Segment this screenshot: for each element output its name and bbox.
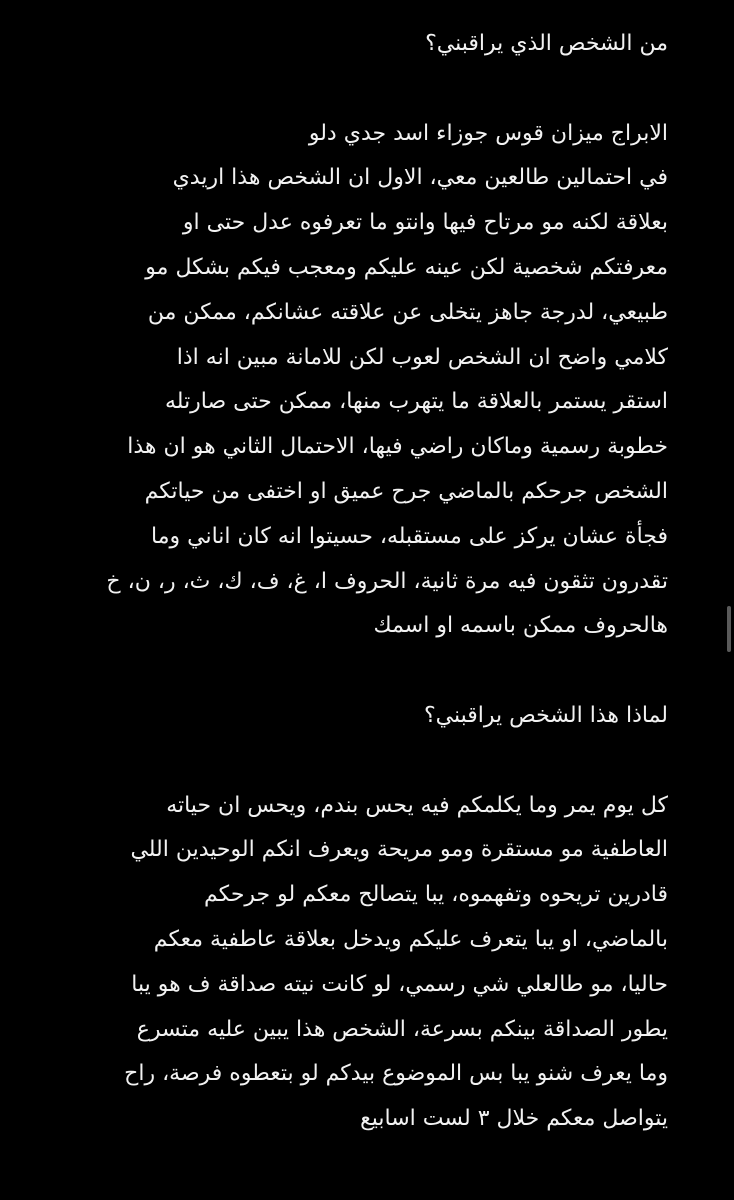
paragraph-line: خطوبة رسمية وماكان راضي فيها، الاحتمال الثاني هو ان هذا: [127, 434, 668, 460]
paragraph-line: استقر يستمر بالعلاقة ما يتهرب منها، ممكن حتى صارتله: [164, 389, 668, 415]
paragraph-line: طبيعي، لدرجة جاهز يتخلى عن علاقته عشانكم، ممكن من: [147, 299, 668, 325]
paragraph-line: فجأة عشان يركز على مستقبله، حسيتوا انه كان اناني وما: [151, 523, 668, 549]
paragraph-line: العاطفية مو مستقرة ومو مريحة ويعرف انكم الوحيدين اللي: [130, 837, 668, 863]
paragraph-line: كلامي واضح ان الشخص لعوب لكن للامانة مبين انه اذا: [176, 344, 668, 370]
paragraph-line: هالحروف ممكن باسمه او اسمك: [373, 613, 668, 639]
paragraph-line: حاليا، مو طالعلي شي رسمي، لو كانت نيته صداقة ف هو يبا: [131, 971, 668, 997]
paragraph-line: الابراج ميزان قوس جوزاء اسد جدي دلو: [308, 120, 668, 146]
note-text-area[interactable]: [48, 22, 668, 1142]
paragraph-line: تقدرون تثقون فيه مرة ثانية، الحروف ا، غ، ف، ك، ث، ر، ن، خ: [106, 568, 668, 594]
paragraph-line: بعلاقة لكنه مو مرتاح فيها وانتو ما تعرفوه عدل حتى او: [182, 210, 668, 236]
paragraph-line: وما يعرف شنو يبا بس الموضوع بيدكم لو بتعطوه فرصة، راح: [124, 1061, 668, 1087]
section-heading-who: من الشخص الذي يراقبني؟: [425, 31, 668, 56]
paragraph-line: في احتمالين طالعين معي، الاول ان الشخص هذا اريدي: [172, 165, 668, 191]
paragraph-line: بالماضي، او يبا يتعرف عليكم ويدخل بعلاقة عاطفية معكم: [153, 926, 668, 952]
vertical-scrollbar[interactable]: [727, 606, 731, 652]
blank-line: [48, 67, 668, 112]
paragraph-line: قادرين تريحوه وتفهموه، يبا يتصالح معكم لو جرحكم: [204, 882, 668, 908]
blank-line: [48, 739, 668, 784]
section-heading-why: لماذا هذا الشخص يراقبني؟: [423, 702, 668, 728]
blank-line: [48, 649, 668, 694]
paragraph-line: يتواصل معكم خلال ٣ لست اسابيع: [360, 1106, 668, 1132]
paragraph-line: كل يوم يمر وما يكلمكم فيه يحس بندم، ويحس ان حياته: [166, 792, 668, 818]
paragraph-line: معرفتكم شخصية لكن عينه عليكم ومعجب فيكم بشكل مو: [145, 254, 668, 280]
paragraph-line: يطور الصداقة بينكم بسرعة، الشخص هذا يبين عليه متسرع: [136, 1016, 668, 1042]
paragraph-line: الشخص جرحكم بالماضي جرح عميق او اختفى من حياتكم: [144, 478, 668, 504]
